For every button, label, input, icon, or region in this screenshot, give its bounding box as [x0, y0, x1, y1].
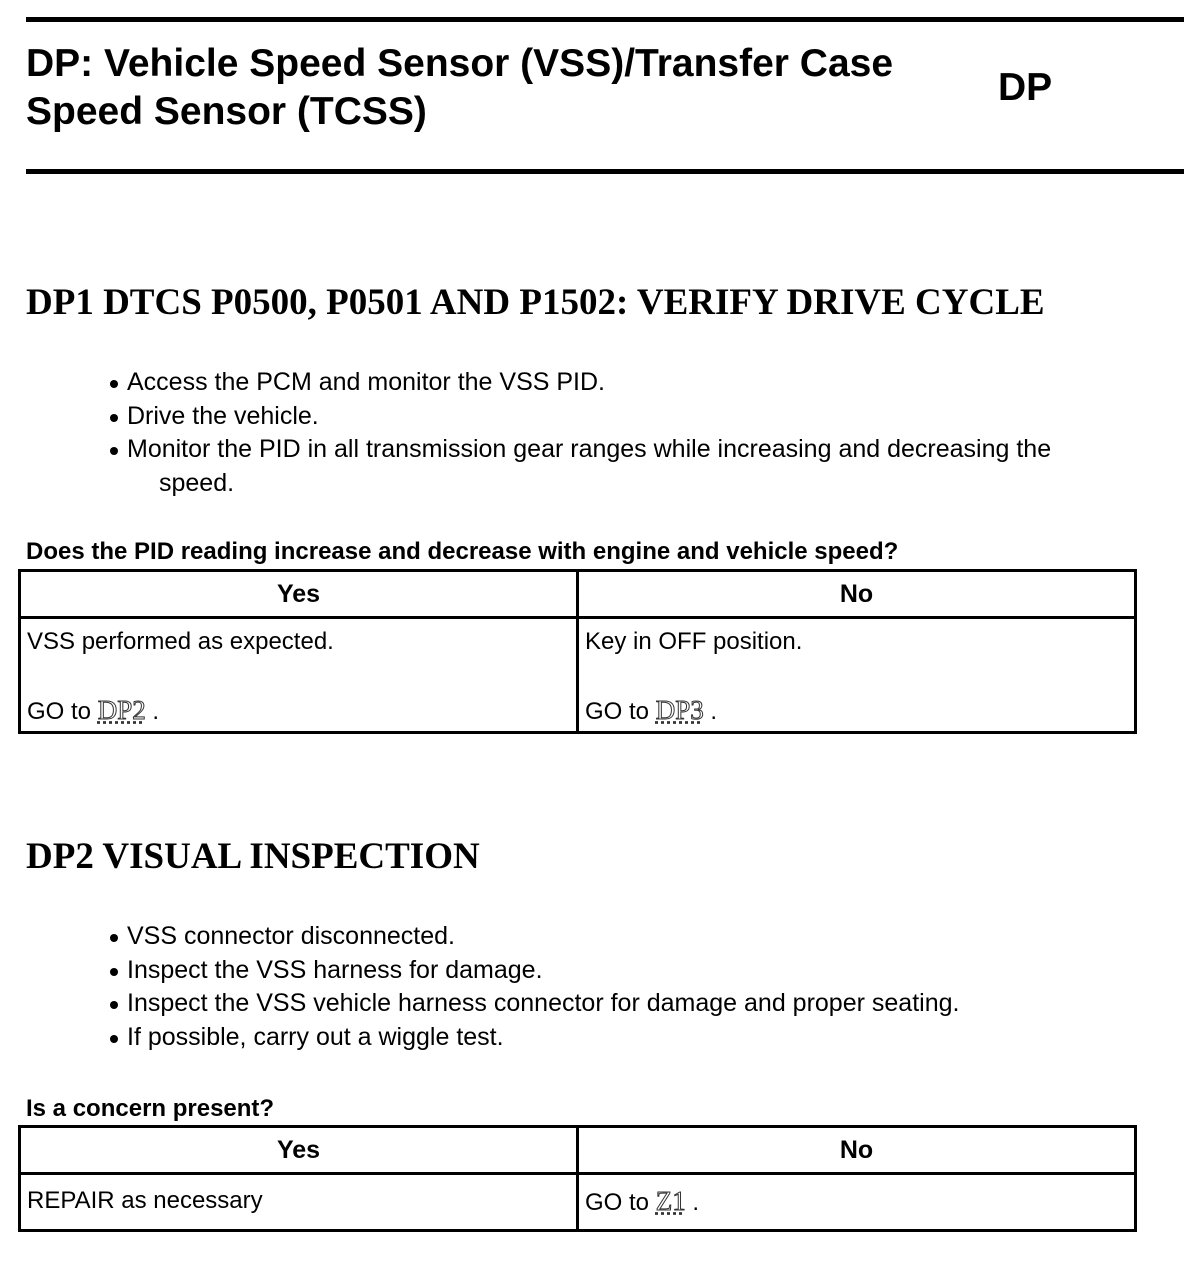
no-cell	[578, 618, 1136, 733]
answer-table-dp2	[18, 1125, 1137, 1232]
bullet-icon	[110, 968, 118, 976]
list-item	[108, 920, 1168, 954]
step-text: If possible, carry out a wiggle test.	[127, 1022, 504, 1051]
link-dp3[interactable]: DP3	[655, 695, 704, 725]
step-text: Access the PCM and monitor the VSS PID.	[127, 368, 605, 396]
document-title: DP: Vehicle Speed Sensor (VSS)/Transfer Case Speed Sensor (TCSS)	[26, 42, 894, 133]
yes-cell: REPAIR as necessary	[20, 1174, 578, 1231]
section-heading-dp1: DP1 DTCS P0500, P0501 AND P1502: VERIFY DRIVE CYCLE	[26, 282, 1045, 323]
step-text: Monitor the PID in all transmission gear ranges while increasing and decreasing the	[127, 435, 1052, 463]
step-list-dp2	[108, 920, 1168, 1054]
bullet-icon	[110, 380, 118, 388]
bullet-icon	[110, 414, 118, 422]
yes-go-line	[27, 657, 570, 727]
yes-header: Yes	[20, 571, 578, 618]
link-dp2[interactable]: DP2	[97, 695, 146, 725]
answer-table-dp1	[18, 569, 1137, 734]
list-item	[108, 1021, 1168, 1055]
document-code: DP	[998, 66, 1053, 109]
period: .	[692, 1189, 700, 1216]
bullet-icon	[110, 934, 118, 942]
bullet-icon	[110, 1035, 118, 1043]
list-item	[108, 366, 1168, 400]
no-header: No	[578, 1127, 1136, 1174]
link-z1[interactable]: Z1	[655, 1186, 686, 1216]
step-text: VSS connector disconnected.	[127, 922, 455, 950]
list-item	[108, 987, 1168, 1021]
step-text: Inspect the VSS harness for damage.	[127, 955, 543, 984]
no-result-text: Key in OFF position.	[585, 628, 803, 655]
period: .	[710, 698, 718, 725]
bullet-icon	[110, 1001, 118, 1009]
step-text-continuation: speed.	[159, 468, 235, 497]
question-dp2: Is a concern present?	[26, 1095, 275, 1122]
step-list-dp1	[108, 366, 1168, 500]
yes-header: Yes	[20, 1127, 578, 1174]
section-heading-dp2: DP2 VISUAL INSPECTION	[26, 836, 480, 877]
step-text: Inspect the VSS vehicle harness connector for damage and proper seating.	[127, 989, 960, 1017]
header-top-rule	[26, 17, 1184, 22]
go-to-label: GO to	[27, 698, 92, 725]
step-text: Drive the vehicle.	[127, 401, 319, 430]
list-item	[108, 433, 1168, 500]
question-dp1: Does the PID reading increase and decrease with engine and vehicle speed?	[26, 538, 899, 565]
go-to-label: GO to	[585, 698, 650, 725]
yes-result-text: VSS performed as expected.	[27, 628, 334, 655]
no-go-line	[585, 657, 1128, 727]
yes-cell	[20, 618, 578, 733]
list-item	[108, 400, 1168, 434]
bullet-icon	[110, 447, 118, 455]
header-bottom-rule	[26, 169, 1184, 174]
go-to-label: GO to	[585, 1189, 650, 1216]
no-cell	[578, 1174, 1136, 1231]
period: .	[152, 698, 160, 725]
list-item	[108, 954, 1168, 988]
no-header: No	[578, 571, 1136, 618]
